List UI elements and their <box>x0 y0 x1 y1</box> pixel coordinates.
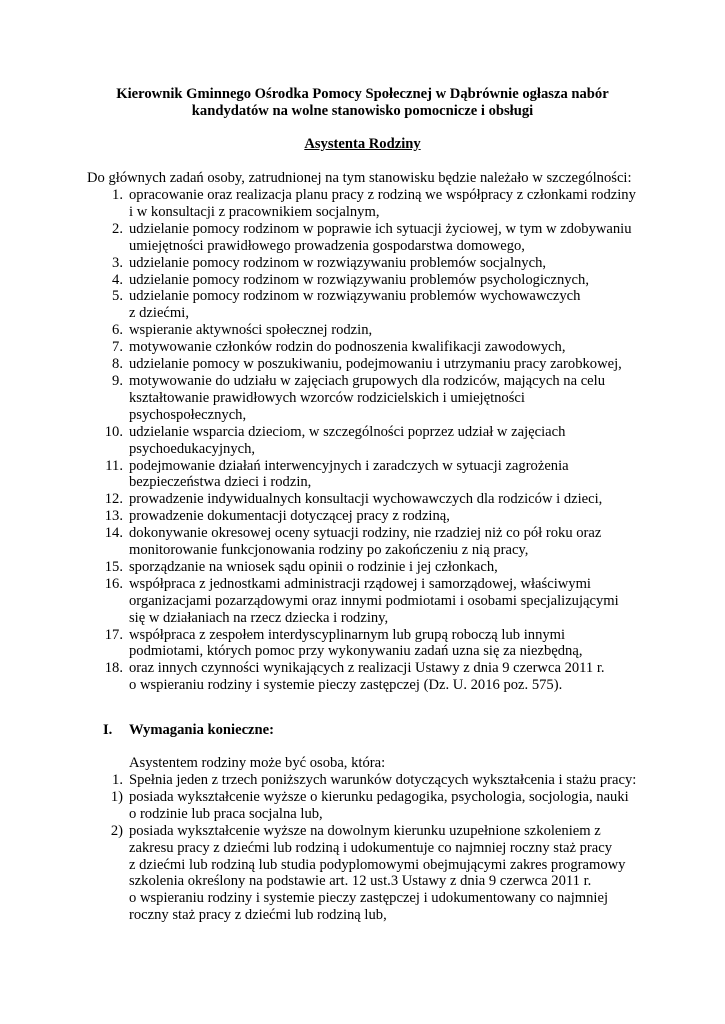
list-item <box>0 458 636 492</box>
list-item-text: wspieranie aktywności społecznej rodzin, <box>129 322 373 339</box>
list-item-number: 7. <box>112 339 123 356</box>
section-title: Wymagania konieczne: <box>129 722 274 738</box>
list-item <box>0 508 636 525</box>
list-item-number: 2) <box>110 822 123 839</box>
requirements-intro: Asystentem rodziny może być osoba, która: <box>129 755 386 771</box>
section-number: I. <box>103 722 113 738</box>
list-item-text: sporządzanie na wniosek sądu opinii o rodzinie i jej członkach, <box>129 558 498 575</box>
list-item-number: 18. <box>104 660 123 677</box>
list-item-number: 2. <box>112 220 123 237</box>
list-item-number: 5. <box>112 288 123 305</box>
list-item-number: 17. <box>104 626 123 643</box>
list-item-number: 1) <box>110 788 123 805</box>
list-item-number: 10. <box>104 423 123 440</box>
list-item <box>0 525 636 559</box>
requirements-list <box>0 772 636 924</box>
list-item-text: opracowanie oraz realizacja planu pracy z rodziną we współpracy z członkami rodziny <box>129 187 636 203</box>
list-item <box>0 559 636 576</box>
list-item-text: z dziećmi, <box>129 305 189 322</box>
list-item-text: roczny staż pracy z dziećmi lub rodziną lub, <box>129 907 387 924</box>
list-item-number: 3. <box>112 254 123 271</box>
list-item-text: o wspieraniu rodziny i systemie pieczy zastępczej (Dz. U. 2016 poz. 575). <box>129 677 563 694</box>
list-item-text: prowadzenie indywidualnych konsultacji wychowawczych dla rodziców i dzieci, <box>129 491 603 508</box>
section-heading <box>103 722 274 739</box>
list-item-number: 16. <box>104 575 123 592</box>
list-item-number: 1. <box>112 772 123 788</box>
list-item-text: psychospołecznych, <box>129 406 247 423</box>
list-item-text: bezpieczeństwa dzieci i rodzin, <box>129 474 312 491</box>
list-item-text: udzielanie wsparcia dzieciom, w szczególności poprzez udział w zajęciach <box>129 423 566 440</box>
list-item <box>0 356 636 373</box>
list-item-text: organizacjami pozarządowymi oraz innymi podmiotami i osobami specjalizującymi <box>129 592 619 609</box>
list-item-number: 6. <box>112 322 123 339</box>
list-item-number: 12. <box>104 491 123 508</box>
list-item-text: oraz innych czynności wynikających z realizacji Ustawy z dnia 9 czerwca 2011 r. <box>129 660 605 677</box>
duties-list <box>0 187 636 694</box>
list-item-number: 9. <box>112 372 123 389</box>
list-item-text: z dziećmi lub rodziną lub studia podyplomowymi obejmującymi zakres programowy <box>129 856 626 873</box>
list-item-text: się w działaniach na rzecz dziecka i rodziny, <box>129 609 389 626</box>
list-item <box>0 373 636 424</box>
list-item-text: udzielanie pomocy w poszukiwaniu, podejmowaniu i utrzymaniu pracy zarobkowej, <box>129 356 622 373</box>
list-item-text: o rodzinie lub praca socjalna lub, <box>129 805 323 822</box>
list-item-number: 4. <box>112 271 123 288</box>
list-item-text: podmiotami, których pomoc przy wykonywaniu zadań uzna się za niezbędną, <box>129 643 583 660</box>
list-item-number: 13. <box>104 508 123 525</box>
list-item-text: psychoedukacyjnych, <box>129 440 256 457</box>
header-line-2: kandydatów na wolne stanowisko pomocnicze i obsługi <box>191 102 534 119</box>
list-item-text: umiejętności prawidłowego prowadzenia gospodarstwa domowego, <box>129 237 525 254</box>
list-item <box>0 255 636 272</box>
duties-intro: Do głównych zadań osoby, zatrudnionej na tym stanowisku będzie należało w szczególności: <box>87 170 632 186</box>
list-item-text: zakresu pracy z dziećmi lub rodziną i udokumentuje co najmniej roczny staż pracy <box>129 839 613 856</box>
list-item-text: monitorowanie funkcjonowania rodziny po zakończeniu z nią pracy, <box>129 542 529 559</box>
list-item-text: kształtowanie prawidłowych wzorców rodzicielskich i umiejętności <box>129 389 525 406</box>
list-item-text: o wspieraniu rodziny i systemie pieczy zastępczej i udokumentowany co najmniej <box>129 890 609 907</box>
list-item <box>0 339 636 356</box>
list-item <box>0 660 636 694</box>
list-item <box>0 424 636 458</box>
list-item <box>0 789 636 823</box>
position-title: Asystenta Rodziny <box>304 136 421 152</box>
list-item-text: współpraca z jednostkami administracji rządowej i samorządowej, właściwymi <box>129 575 591 592</box>
list-item-text: prowadzenie dokumentacji dotyczącej pracy z rodziną, <box>129 508 450 525</box>
list-item <box>0 272 636 289</box>
list-item <box>0 288 636 322</box>
list-item <box>0 823 636 924</box>
list-item-text: posiada wykształcenie wyższe na dowolnym kierunku uzupełnione szkoleniem z <box>129 822 601 839</box>
list-item-text: i w konsultacji z pracownikiem socjalnym, <box>129 203 380 220</box>
list-item-text: podejmowanie działań interwencyjnych i zaradczych w sytuacji zagrożenia <box>129 457 569 474</box>
list-item-text: udzielanie pomocy rodzinom w rozwiązywaniu problemów wychowawczych <box>129 288 581 305</box>
list-item-text: motywowanie członków rodzin do podnoszenia kwalifikacji zawodowych, <box>129 339 566 356</box>
list-item-text: motywowanie do udziału w zajęciach grupowych dla rodziców, mających na celu <box>129 372 605 389</box>
list-item <box>0 491 636 508</box>
list-item <box>0 322 636 339</box>
list-item-text: szkolenia określony na podstawie art. 12 ust.3 Ustawy z dnia 9 czerwca 2011 r. <box>129 873 592 890</box>
list-item-text: udzielanie pomocy rodzinom w rozwiązywaniu problemów socjalnych, <box>129 254 547 271</box>
list-item <box>0 187 636 221</box>
list-item <box>0 576 636 627</box>
list-item <box>0 221 636 255</box>
list-item-number: 8. <box>112 356 123 373</box>
list-item-text: dokonywanie okresowej oceny sytuacji rodziny, nie rzadziej niż co pół roku oraz <box>129 525 602 542</box>
list-item-text: udzielanie pomocy rodzinom w rozwiązywaniu problemów psychologicznych, <box>129 271 589 288</box>
list-item-number: 1. <box>112 187 123 203</box>
list-item-text: współpraca z zespołem interdyscyplinarnym lub grupą roboczą lub innymi <box>129 626 566 643</box>
list-item-number: 15. <box>104 558 123 575</box>
list-item <box>0 772 636 789</box>
list-item-text: udzielanie pomocy rodzinom w poprawie ich sytuacji życiowej, w tym w zdobywaniu <box>129 220 632 237</box>
header-line-1: Kierownik Gminnego Ośrodka Pomocy Społecznej w Dąbrównie ogłasza nabór <box>116 86 609 102</box>
list-item <box>0 627 636 661</box>
list-item-number: 11. <box>105 457 123 474</box>
list-item-number: 14. <box>104 525 123 542</box>
list-item-text: posiada wykształcenie wyższe o kierunku pedagogika, psychologia, socjologia, nauki <box>129 788 629 805</box>
announcement-header <box>0 86 725 120</box>
list-item-text: Spełnia jeden z trzech poniższych warunków dotyczących wykształcenia i stażu pracy: <box>129 772 637 788</box>
